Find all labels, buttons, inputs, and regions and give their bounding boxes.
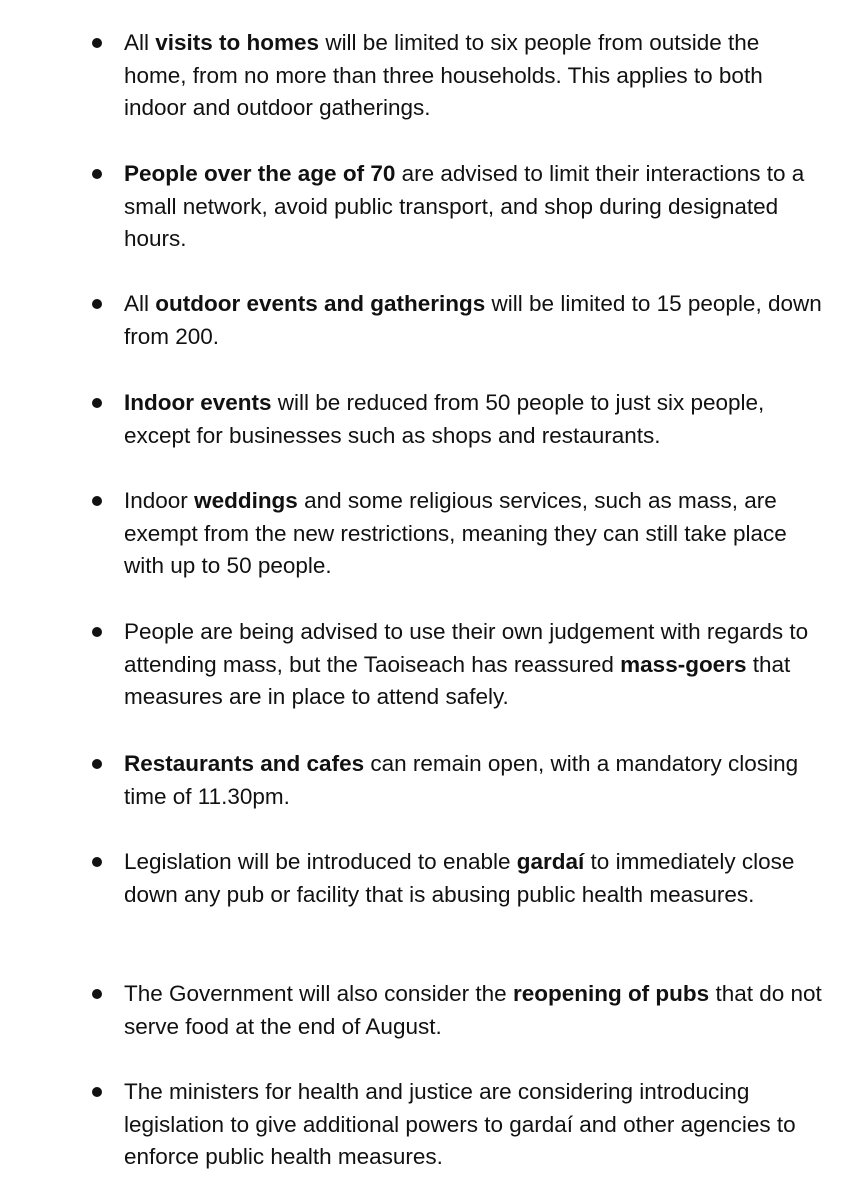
bullet-text-pre: All [124,291,156,316]
bullet-text-bold: People over the age of 70 [124,161,396,186]
bullet-text-pre: All [124,30,156,55]
bullet-dot [92,1087,102,1097]
bullet-item-reopening-of-pubs [124,978,824,1043]
bullet-text-post: will be limited to 15 people, down from 200. [124,291,822,349]
bullet-text-bold: mass-goers [620,651,747,677]
bullet-text-pre: The Government will also consider the [124,981,513,1006]
bullet-text-post: will be limited to six people from outside the home, from no more than three households. This applies to both indoor and outdoor gatherings. [124,30,763,120]
bullet-text-pre: Indoor [124,488,195,513]
bullet-text-bold: gardaí [516,849,585,874]
bullet-text-pre: The ministers for health and justice are considering introducing legislation to give additional powers to gardaí and other agencies to enforce public health measures. [124,1079,796,1169]
bullet-item-additional-powers [124,1076,824,1174]
bullet-item-restaurants-and-cafes [124,748,824,813]
bullet-dot [92,759,102,769]
bullet-dot [92,857,102,867]
bullet-dot [92,398,102,408]
bullet-text-bold: outdoor events and gatherings [155,291,486,316]
bullet-dot [92,169,102,179]
bullet-item-people-over-70 [124,158,824,256]
bullet-text-bold: Indoor events [124,390,272,415]
bullet-text-post: can remain open, with a mandatory closing time of 11.30pm. [124,751,799,809]
bullet-dot [92,299,102,309]
bullet-text-post: that do not serve food at the end of August. [124,981,822,1039]
bullet-dot [92,989,102,999]
bullet-text-post: will be reduced from 50 people to just six people, except for businesses such as shops and restaurants. [124,390,765,448]
bullet-dot [92,627,102,637]
bullet-dot [92,38,102,48]
bullet-item-weddings [124,485,824,583]
bullet-item-indoor-events [124,387,824,452]
bullet-dot [92,496,102,506]
bullet-item-outdoor-events [124,288,824,353]
bullet-text-post: and some religious services, such as mass, are exempt from the new restrictions, meaning they can still take place with up to 50 people. [124,488,787,578]
bullet-text-bold: weddings [194,488,298,513]
bullet-item-visits-to-homes [124,27,824,125]
bullet-text-bold: Restaurants and cafes [124,751,365,776]
bullet-text-post: are advised to limit their interactions to a small network, avoid public transport, and shop during designated hours. [124,161,805,251]
bullet-text-pre: Legislation will be introduced to enable [124,849,517,874]
bullet-item-mass-goers [124,616,824,714]
bullet-text-pre: People are being advised to use their own judgement with regards to attending mass, but the Taoiseach has reassured [124,619,809,677]
bullet-text-bold: visits to homes [155,30,320,55]
bullet-text-post: that measures are in place to attend safely. [124,651,791,709]
bullet-text-bold: reopening of pubs [512,981,710,1006]
bullet-text-post: to immediately close down any pub or facility that is abusing public health measures. [124,849,795,907]
bullet-item-gardai-legislation [124,846,824,911]
